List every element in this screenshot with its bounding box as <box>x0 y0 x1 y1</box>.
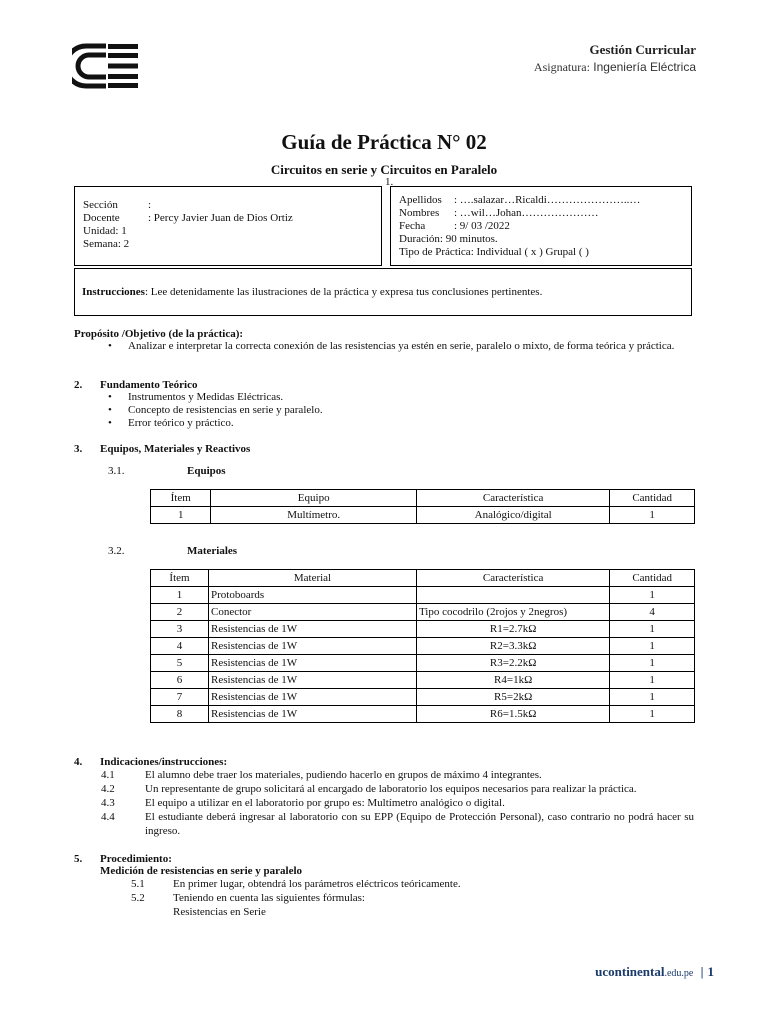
table-row: 5 Resistencias de 1W R3=2.2kΩ 1 <box>151 655 695 672</box>
week-row: Semana: 2 <box>83 238 130 250</box>
equipment-section-heading: 3. Equipos, Materiales y Reactivos <box>74 443 251 455</box>
university-logo-icon <box>72 42 140 90</box>
student-info-box <box>390 186 692 266</box>
table-row: 2 Conector Tipo cocodrilo (2rojos y 2negros) 4 <box>151 604 695 621</box>
duration-row: Duración: 90 minutos. <box>399 233 498 245</box>
procedure-heading: Procedimiento: <box>100 853 172 865</box>
subject-value: Ingeniería Eléctrica <box>593 60 696 74</box>
teacher-row: Docente : Percy Javier Juan de Dios Ortiz <box>83 212 293 224</box>
document-header <box>534 42 696 75</box>
indications-heading: Indicaciones/instrucciones: <box>100 756 228 768</box>
table-row: 8 Resistencias de 1W R6=1.5kΩ 1 <box>151 706 695 723</box>
table-row: 7 Resistencias de 1W R5=2kΩ 1 <box>151 689 695 706</box>
table-header-row: Ítem Equipo Característica Cantidad <box>151 490 695 507</box>
list-item: • Analizar e interpretar la correcta conexión de las resistencias ya estén en serie, paralelo o mixto, de forma teórica y práctica. <box>108 340 694 353</box>
indications-section: 4. Indicaciones/instrucciones: 4.1 El alumno debe traer los materiales, pudiendo hacerlo en grupos de máximo 4 integrantes. 4.2 Un representante de grupo solicitará al encargado de laboratorio los equipos necesarios para realizar la práctica. 4.3 El equipo a utilizar en el laboratorio por grupo es: Multímetro analógico o digital. 4.4 El estudiante deberá ingresar al laboratorio con su EPP (Equipo de Protección Personal), caso contrario no podrá hacer su ingreso. <box>74 756 694 837</box>
surname-row: Apellidos : ….salazar…Ricaldi…………………..… <box>399 194 641 206</box>
page-title: Guía de Práctica N° 02 <box>281 130 487 154</box>
page-number: 1 <box>707 964 714 979</box>
instructions-text: : Lee detenidamente las ilustraciones de la práctica y expresa tus conclusiones pertinentes. <box>144 286 543 298</box>
instructions-label: Instrucciones <box>82 286 145 298</box>
list-item: 5.1 En primer lugar, obtendrá los parámetros eléctricos teóricamente. <box>131 878 461 890</box>
table-row: 6 Resistencias de 1W R4=1kΩ 1 <box>151 672 695 689</box>
equipment-table <box>150 489 695 524</box>
date-row: Fecha : 9/ 03 /2022 <box>399 220 510 232</box>
theory-section: 2. Fundamento Teórico • Instrumentos y Medidas Eléctricas. • Concepto de resistencias en serie y paralelo. • Error teórico y práctico. <box>74 379 694 430</box>
list-item: 5.2 Teniendo en cuenta las siguientes fórmulas: <box>131 892 365 904</box>
equipos-subheading: 3.1. Equipos <box>108 465 226 477</box>
list-item: • Instrumentos y Medidas Eléctricas. <box>108 391 694 404</box>
theory-heading: Fundamento Teórico <box>100 379 198 391</box>
list-item: 4.3 El equipo a utilizar en el laboratorio por grupo es: Multímetro analógico o digital. <box>101 797 505 809</box>
table-row: 4 Resistencias de 1W R2=3.3kΩ 1 <box>151 638 695 655</box>
instructions-box <box>74 268 692 316</box>
course-info-box <box>74 186 382 266</box>
org-name: Gestión Curricular <box>589 42 696 57</box>
table-row: 1 Protoboards 1 <box>151 587 695 604</box>
purpose-section <box>74 328 694 353</box>
name-row: Nombres : …wil…Johan………………… <box>399 207 599 219</box>
table-row: 1 Multímetro. Analógico/digital 1 <box>151 507 695 524</box>
series-resistances-label: Resistencias en Serie <box>173 906 266 918</box>
materiales-subheading: 3.2. Materiales <box>108 545 238 557</box>
footer-brand: ucontinental <box>595 964 665 979</box>
purpose-heading: Propósito /Objetivo (de la práctica): <box>74 328 244 340</box>
footer-separator: | <box>700 964 704 979</box>
materials-table <box>150 569 695 723</box>
procedure-subheading: Medición de resistencias en serie y paralelo <box>100 865 303 877</box>
section-row: Sección : <box>83 199 152 211</box>
footer-domain: .edu.pe <box>664 968 694 979</box>
procedure-section: 5. Procedimiento: Medición de resistencias en serie y paralelo 5.1 En primer lugar, obtendrá los parámetros eléctricos teóricamente. 5.2 Teniendo en cuenta las siguientes fórmulas: Resistencias en Serie <box>74 853 694 919</box>
table-row: 3 Resistencias de 1W R1=2.7kΩ 1 <box>151 621 695 638</box>
page-subtitle: Circuitos en serie y Circuitos en Paralelo <box>270 162 498 177</box>
page-footer <box>595 964 714 980</box>
list-item: 4.4 El estudiante deberá ingresar al laboratorio con su EPP (Equipo de Protección Personal), caso contrario no podrá hacer su ingreso. <box>101 811 694 837</box>
list-item: 4.2 Un representante de grupo solicitará al encargado de laboratorio los equipos necesarios para realizar la práctica. <box>101 783 637 795</box>
list-item: 4.1 El alumno debe traer los materiales, pudiendo hacerlo en grupos de máximo 4 integrantes. <box>101 769 542 781</box>
list-item: • Error teórico y práctico. <box>108 417 694 430</box>
list-marker: 1. <box>385 176 394 188</box>
list-item: • Concepto de resistencias en serie y paralelo. <box>108 404 694 417</box>
unit-row: Unidad: 1 <box>83 225 127 237</box>
table-header-row: Ítem Material Característica Cantidad <box>151 570 695 587</box>
subject-label: Asignatura: <box>533 60 590 74</box>
practice-type-row: Tipo de Práctica: Individual ( x ) Grupal ( ) <box>399 246 589 258</box>
